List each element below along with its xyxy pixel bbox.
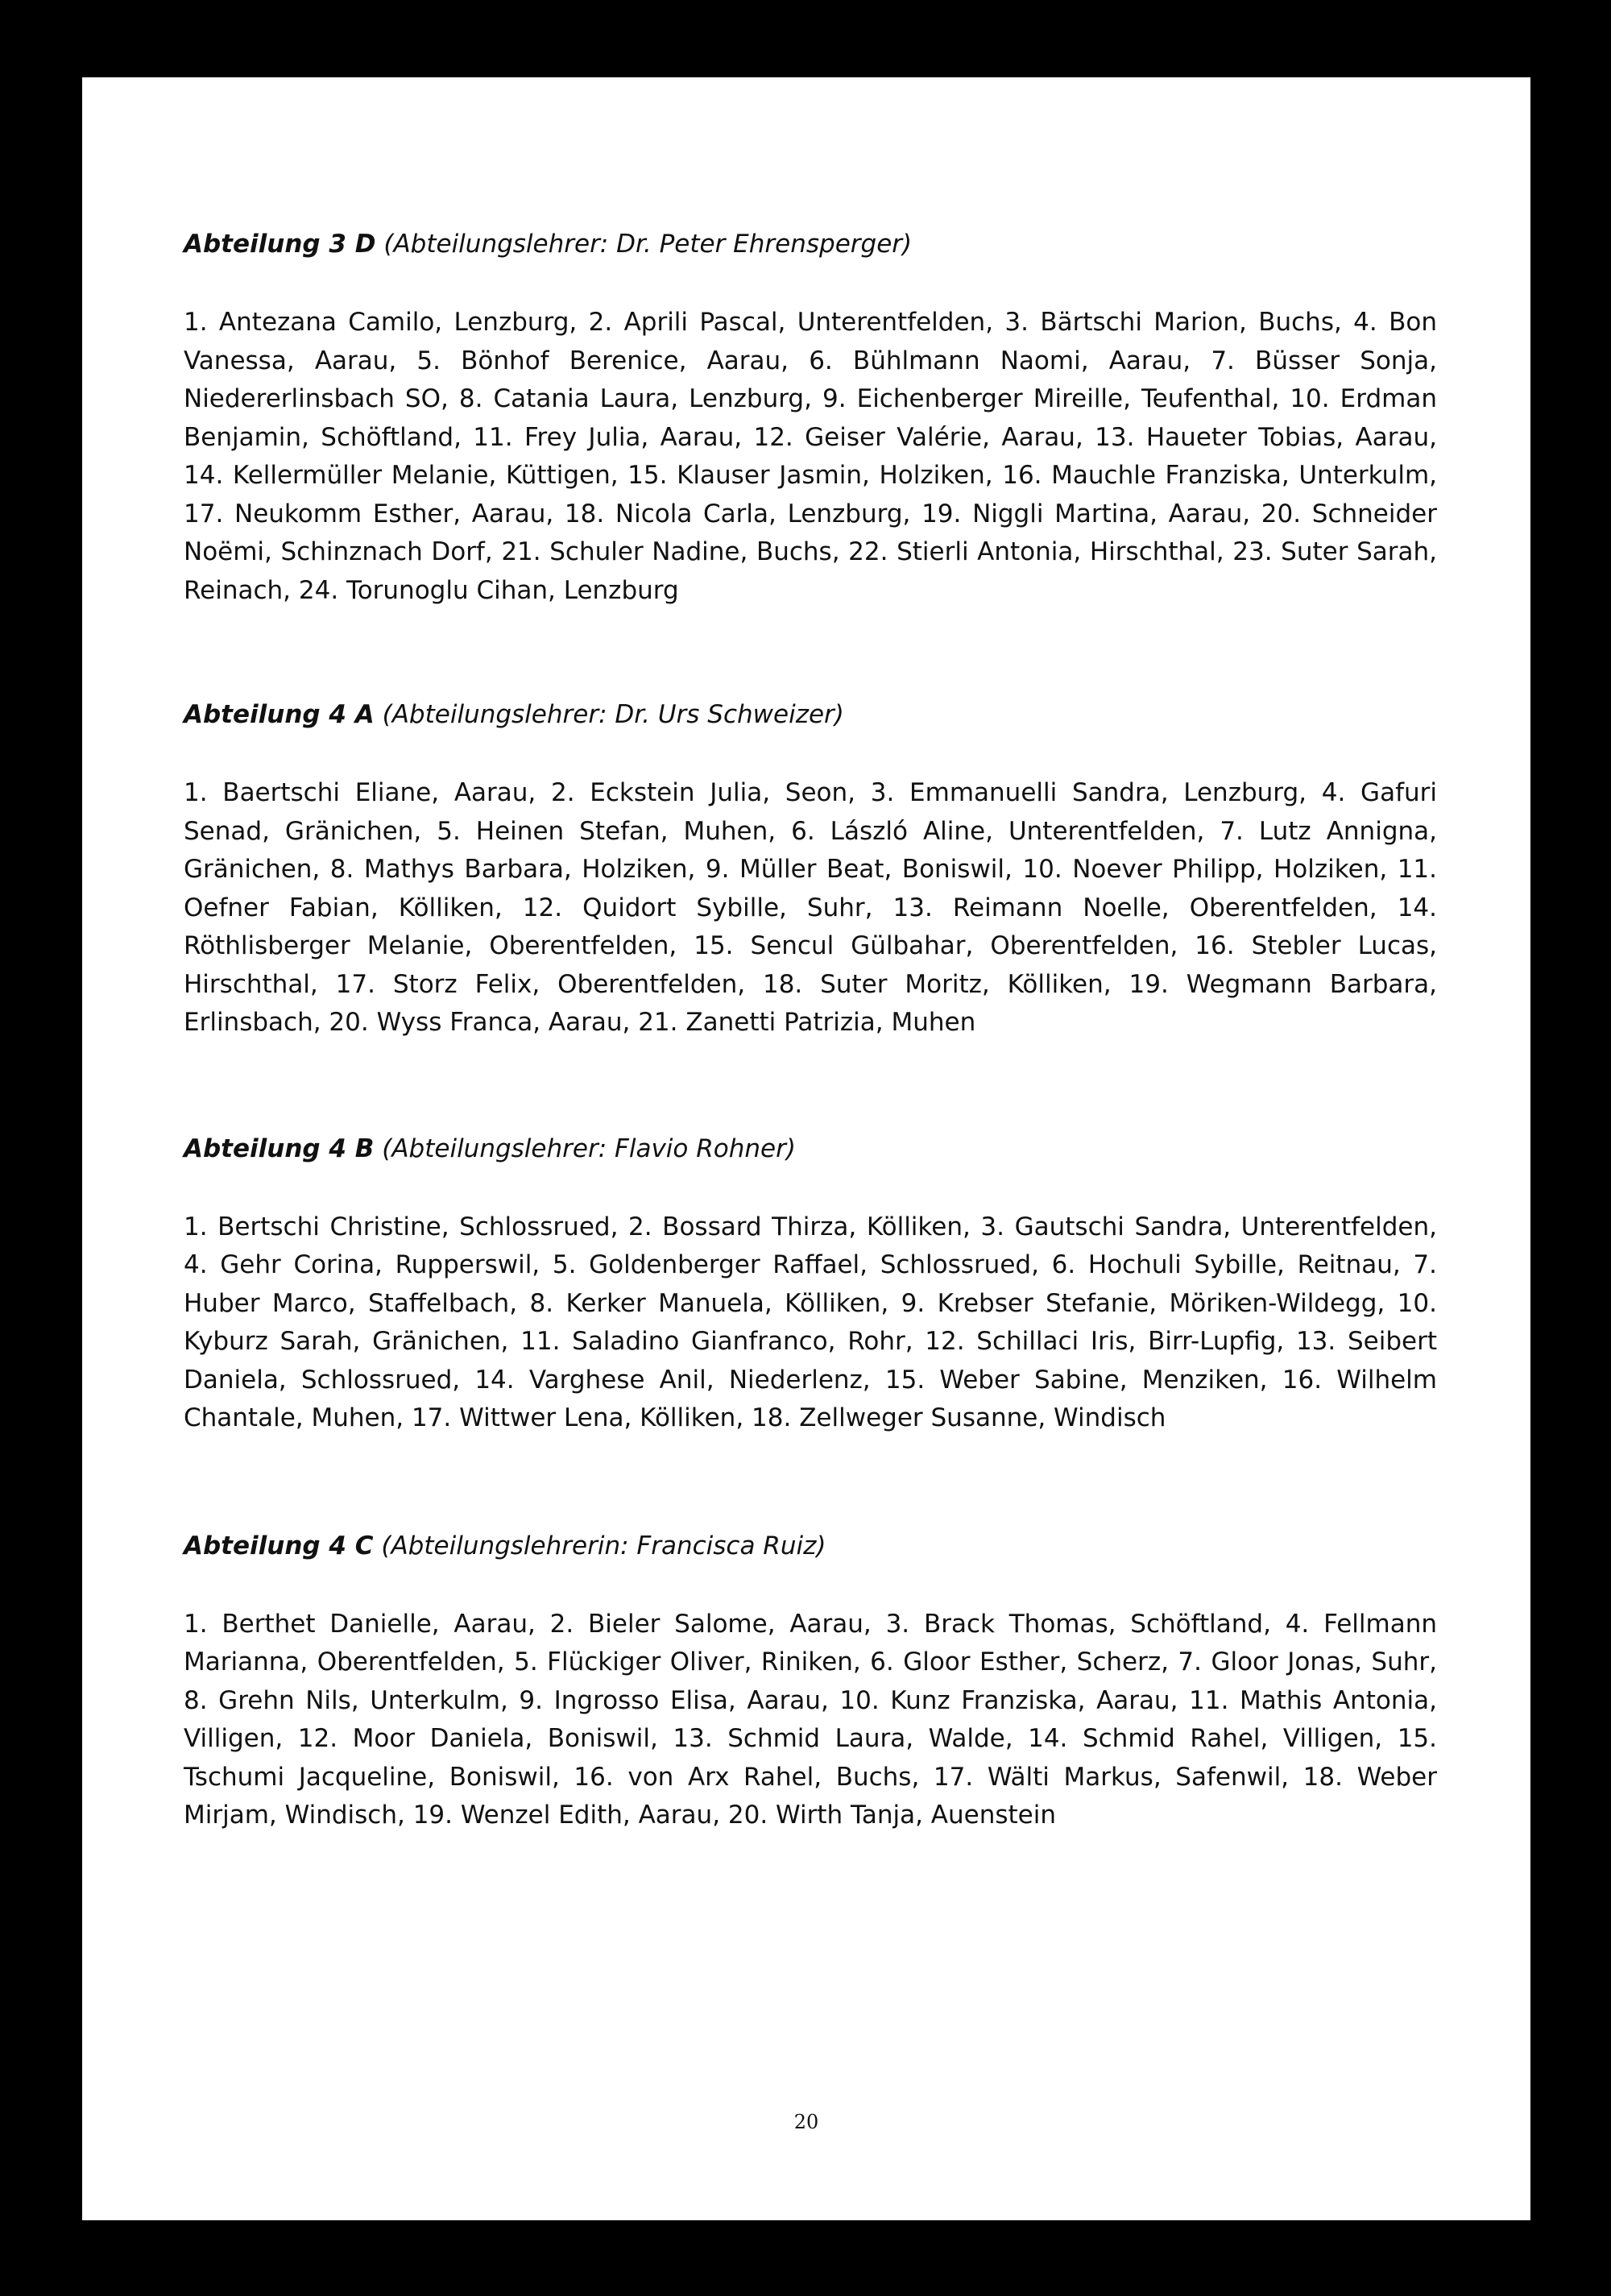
section-label: Abteilung 4 A: [184, 700, 375, 729]
section-heading: [184, 697, 1437, 732]
section-heading: [184, 1131, 1437, 1167]
section-heading: [184, 226, 1437, 262]
section-3d: [184, 226, 1437, 610]
page-number: 20: [793, 2111, 819, 2133]
student-list: 1. Baertschi Eliane, Aarau, 2. Eckstein Julia, Seon, 3. Emmanuelli Sandra, Lenzburg, 4. Gafuri Senad, Gränichen, 5. Heinen Stefan, Muhen, 6. László Aline, Unterentfelden, 7. Lutz Annigna, Gränichen, 8. Mathys Barbara, Holziken, 9. Müller Beat, Boniswil, 10. Noever Philipp, Holziken, 11. Oefner Fabian, Kölliken, 12. Quidort Sybille, Suhr, 13. Reimann Noelle, Oberentfelden, 14. Röthlisberger Melanie, Oberentfelden, 15. Sencul Gülbahar, Oberentfelden, 16. Stebler Lucas, Hirschthal, 17. Storz Felix, Oberentfelden, 18. Suter Moritz, Kölliken, 19. Wegmann Barbara, Erlinsbach, 20. Wyss Franca, Aarau, 21. Zanetti Patrizia, Muhen: [184, 778, 1437, 1037]
section-4b: [184, 1131, 1437, 1438]
section-teacher: (Abteilungslehrerin: Francisca Ruiz): [381, 1531, 826, 1560]
student-list: 1. Bertschi Christine, Schlossrued, 2. Bossard Thirza, Kölliken, 3. Gautschi Sandra, Unterentfelden, 4. Gehr Corina, Rupperswil, 5. Goldenberger Raffael, Schlossrued, 6. Hochuli Sybille, Reitnau, 7. Huber Marco, Staffelbach, 8. Kerker Manuela, Kölliken, 9. Krebser Stefanie, Möriken-Wildegg, 10. Kyburz Sarah, Gränichen, 11. Saladino Gianfranco, Rohr, 12. Schillaci Iris, Birr-Lupfig, 13. Seibert Daniela, Schlossrued, 14. Varghese Anil, Niederlenz, 15. Weber Sabine, Menziken, 16. Wilhelm Chantale, Muhen, 17. Wittwer Lena, Kölliken, 18. Zellweger Susanne, Windisch: [184, 1212, 1437, 1432]
section-4c: [184, 1528, 1437, 1835]
page-content: [184, 226, 1437, 1835]
section-heading: [184, 1528, 1437, 1564]
student-list: 1. Berthet Danielle, Aarau, 2. Bieler Salome, Aarau, 3. Brack Thomas, Schöftland, 4. Fellmann Marianna, Oberentfelden, 5. Flückiger Oliver, Riniken, 6. Gloor Esther, Scherz, 7. Gloor Jonas, Suhr, 8. Grehn Nils, Unterkulm, 9. Ingrosso Elisa, Aarau, 10. Kunz Franziska, Aarau, 11. Mathis Antonia, Villigen, 12. Moor Daniela, Boniswil, 13. Schmid Laura, Walde, 14. Schmid Rahel, Villigen, 15. Tschumi Jacqueline, Boniswil, 16. von Arx Rahel, Buchs, 17. Wälti Markus, Safenwil, 18. Weber Mirjam, Windisch, 19. Wenzel Edith, Aarau, 20. Wirth Tanja, Auenstein: [184, 1609, 1437, 1830]
section-teacher: (Abteilungslehrer: Dr. Peter Ehrensperger): [383, 230, 913, 259]
section-teacher: (Abteilungslehrer: Dr. Urs Schweizer): [382, 700, 844, 729]
section-label: Abteilung 3 D: [184, 230, 376, 259]
section-4a: [184, 697, 1437, 1042]
section-label: Abteilung 4 C: [184, 1531, 374, 1560]
document-page: [82, 77, 1530, 2220]
section-teacher: (Abteilungslehrer: Flavio Rohner): [382, 1133, 796, 1163]
section-label: Abteilung 4 B: [184, 1133, 375, 1163]
student-list: 1. Antezana Camilo, Lenzburg, 2. Aprili Pascal, Unterentfelden, 3. Bärtschi Marion, Buchs, 4. Bon Vanessa, Aarau, 5. Bönhof Berenice, Aarau, 6. Bühlmann Naomi, Aarau, 7. Büsser Sonja, Niedererlinsbach SO, 8. Catania Laura, Lenzburg, 9. Eichenberger Mireille, Teufenthal, 10. Erdman Benjamin, Schöftland, 11. Frey Julia, Aarau, 12. Geiser Valérie, Aarau, 13. Haueter Tobias, Aarau, 14. Kellermüller Melanie, Küttigen, 15. Klauser Jasmin, Holziken, 16. Mauchle Franziska, Unterkulm, 17. Neukomm Esther, Aarau, 18. Nicola Carla, Lenzburg, 19. Niggli Martina, Aarau, 20. Schneider Noëmi, Schinznach Dorf, 21. Schuler Nadine, Buchs, 22. Stierli Antonia, Hirschthal, 23. Suter Sarah, Reinach, 24. Torunoglu Cihan, Lenzburg: [184, 308, 1437, 605]
